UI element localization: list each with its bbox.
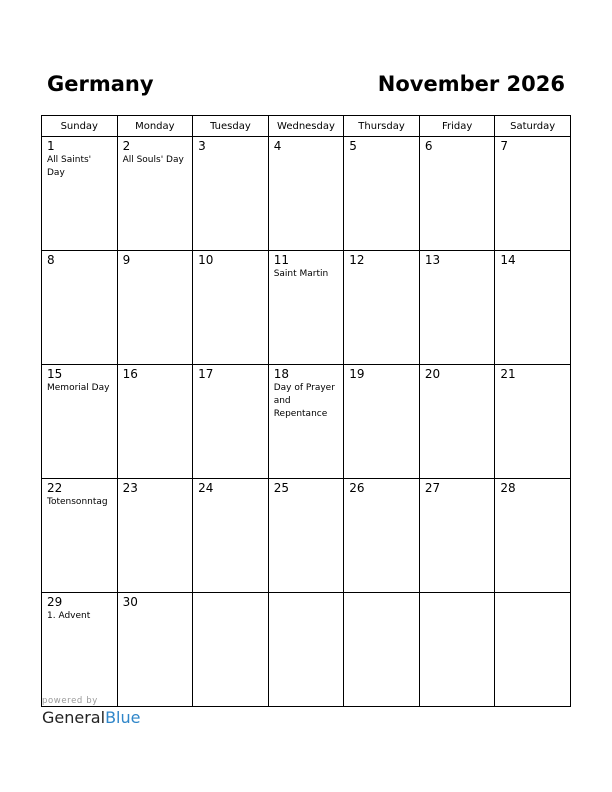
day-number: 17	[198, 367, 214, 381]
day-cell	[344, 251, 420, 365]
day-number: 2	[122, 139, 131, 153]
weekday-wednesday: Wednesday	[268, 116, 344, 137]
day-cell	[193, 137, 269, 251]
day-cell	[117, 479, 193, 593]
month-year-title: November 2026	[377, 72, 565, 96]
day-number: 21	[500, 367, 516, 381]
weekday-monday: Monday	[117, 116, 193, 137]
day-number: 26	[349, 481, 365, 495]
day-cell	[344, 479, 420, 593]
day-cell	[193, 479, 269, 593]
day-number: 25	[273, 481, 289, 495]
day-cell	[495, 479, 571, 593]
day-number: 9	[122, 253, 131, 267]
day-number: 12	[349, 253, 365, 267]
day-cell	[495, 251, 571, 365]
day-number: 4	[273, 139, 282, 153]
day-number: 16	[122, 367, 138, 381]
day-cell	[42, 137, 118, 251]
day-cell	[268, 593, 344, 707]
footer-branding	[42, 696, 140, 729]
day-cell	[268, 479, 344, 593]
holiday-label: Saint Martin	[273, 269, 329, 279]
day-number: 3	[198, 139, 206, 153]
day-cell	[42, 479, 118, 593]
day-number: 29	[47, 595, 63, 609]
logo-blue: Blue	[105, 708, 141, 727]
day-number: 30	[122, 595, 138, 609]
day-cell	[268, 251, 344, 365]
holiday-label: All Saints' Day	[47, 155, 92, 178]
day-number: 22	[47, 481, 63, 495]
day-number: 24	[198, 481, 214, 495]
day-number: 10	[198, 253, 214, 267]
holiday-label: Totensonntag	[47, 497, 108, 507]
weekday-header-row	[42, 116, 571, 137]
day-number: 7	[500, 139, 509, 153]
week-row	[42, 479, 571, 593]
weekday-sunday: Sunday	[42, 116, 118, 137]
holiday-label: Day of Prayer and Repentance	[273, 383, 335, 419]
day-number: 8	[47, 253, 55, 267]
day-number: 27	[424, 481, 441, 495]
day-number: 6	[424, 139, 433, 153]
day-cell	[193, 251, 269, 365]
day-cell	[193, 365, 269, 479]
day-cell	[344, 365, 420, 479]
week-row	[42, 593, 571, 707]
day-number: 11	[273, 253, 289, 267]
week-row	[42, 137, 571, 251]
day-number: 14	[500, 253, 516, 267]
calendar-grid	[41, 115, 571, 707]
country-title: Germany	[47, 72, 154, 96]
day-cell	[117, 251, 193, 365]
day-number: 19	[349, 367, 365, 381]
day-cell	[268, 365, 344, 479]
day-cell	[42, 593, 118, 707]
holiday-label: All Souls' Day	[122, 155, 184, 165]
weekday-saturday: Saturday	[495, 116, 571, 137]
day-cell	[495, 365, 571, 479]
day-number: 5	[349, 139, 357, 153]
day-cell	[419, 251, 495, 365]
day-number: 15	[47, 367, 63, 381]
day-cell	[495, 137, 571, 251]
day-cell	[344, 137, 420, 251]
day-number: 1	[47, 139, 55, 153]
day-cell	[344, 593, 420, 707]
weekday-tuesday: Tuesday	[193, 116, 269, 137]
day-cell	[419, 137, 495, 251]
day-cell	[42, 365, 118, 479]
week-row	[42, 251, 571, 365]
day-cell	[117, 137, 193, 251]
day-number: 23	[122, 481, 138, 495]
weekday-thursday: Thursday	[344, 116, 420, 137]
day-number: 20	[424, 367, 441, 381]
logo-general: General	[42, 708, 106, 727]
day-cell	[193, 593, 269, 707]
generalblue-logo	[42, 707, 140, 729]
day-cell	[268, 137, 344, 251]
holiday-label: 1. Advent	[47, 611, 91, 621]
day-number: 13	[424, 253, 441, 267]
day-cell	[117, 593, 193, 707]
week-row	[42, 365, 571, 479]
day-cell	[419, 593, 495, 707]
holiday-label: Memorial Day	[47, 383, 110, 393]
weekday-friday: Friday	[419, 116, 495, 137]
day-cell	[419, 365, 495, 479]
day-cell	[117, 365, 193, 479]
powered-by-text: powered by	[42, 696, 98, 706]
day-cell	[419, 479, 495, 593]
day-cell	[42, 251, 118, 365]
day-number: 18	[273, 367, 289, 381]
day-number: 28	[500, 481, 516, 495]
day-cell	[495, 593, 571, 707]
